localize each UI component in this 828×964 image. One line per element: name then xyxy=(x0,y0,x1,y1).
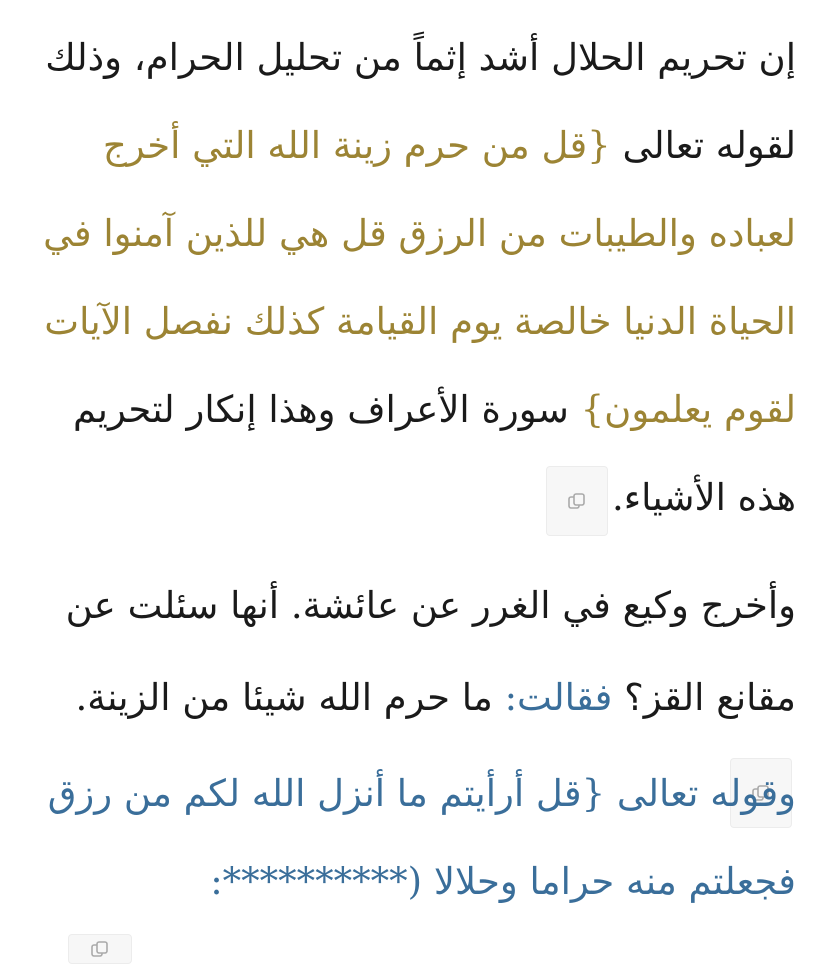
copy-icon xyxy=(567,491,587,511)
copy-icon xyxy=(90,939,110,959)
paragraph-aisha-answer: ما حرم الله شيئا من الزينة. xyxy=(75,676,505,719)
copy-button[interactable] xyxy=(68,934,132,964)
speaker-label: فقالت: xyxy=(504,676,613,719)
quran-quote: {قل من حرم زينة الله التي أخرج لعباده والطيبات من الرزق قل هي للذين آمنوا في الحياة الدنيا خالصة يوم القيامة كذلك نفصل الآيات لقوم يعلمون} xyxy=(43,124,796,431)
copy-button[interactable] xyxy=(546,466,608,536)
paragraph-aisha-text: وأخرج وكيع في الغرر عن عائشة. أنها سئلت عن مقانع القز؟ xyxy=(65,584,796,719)
paragraph-prohibition xyxy=(28,14,796,542)
paragraph-intro: إن تحريم الحلال أشد إثماً من تحليل الحرام، وذلك لقوله تعالى xyxy=(45,36,796,167)
paragraph-verse: وقوله تعالى {قل أرأيتم ما أنزل الله لكم من رزق فجعلتم منه حراما وحلالا (**********: xyxy=(47,772,796,903)
paragraph-after-quote: سورة الأعراف وهذا إنكار لتحريم هذه الأشياء. xyxy=(73,388,796,519)
